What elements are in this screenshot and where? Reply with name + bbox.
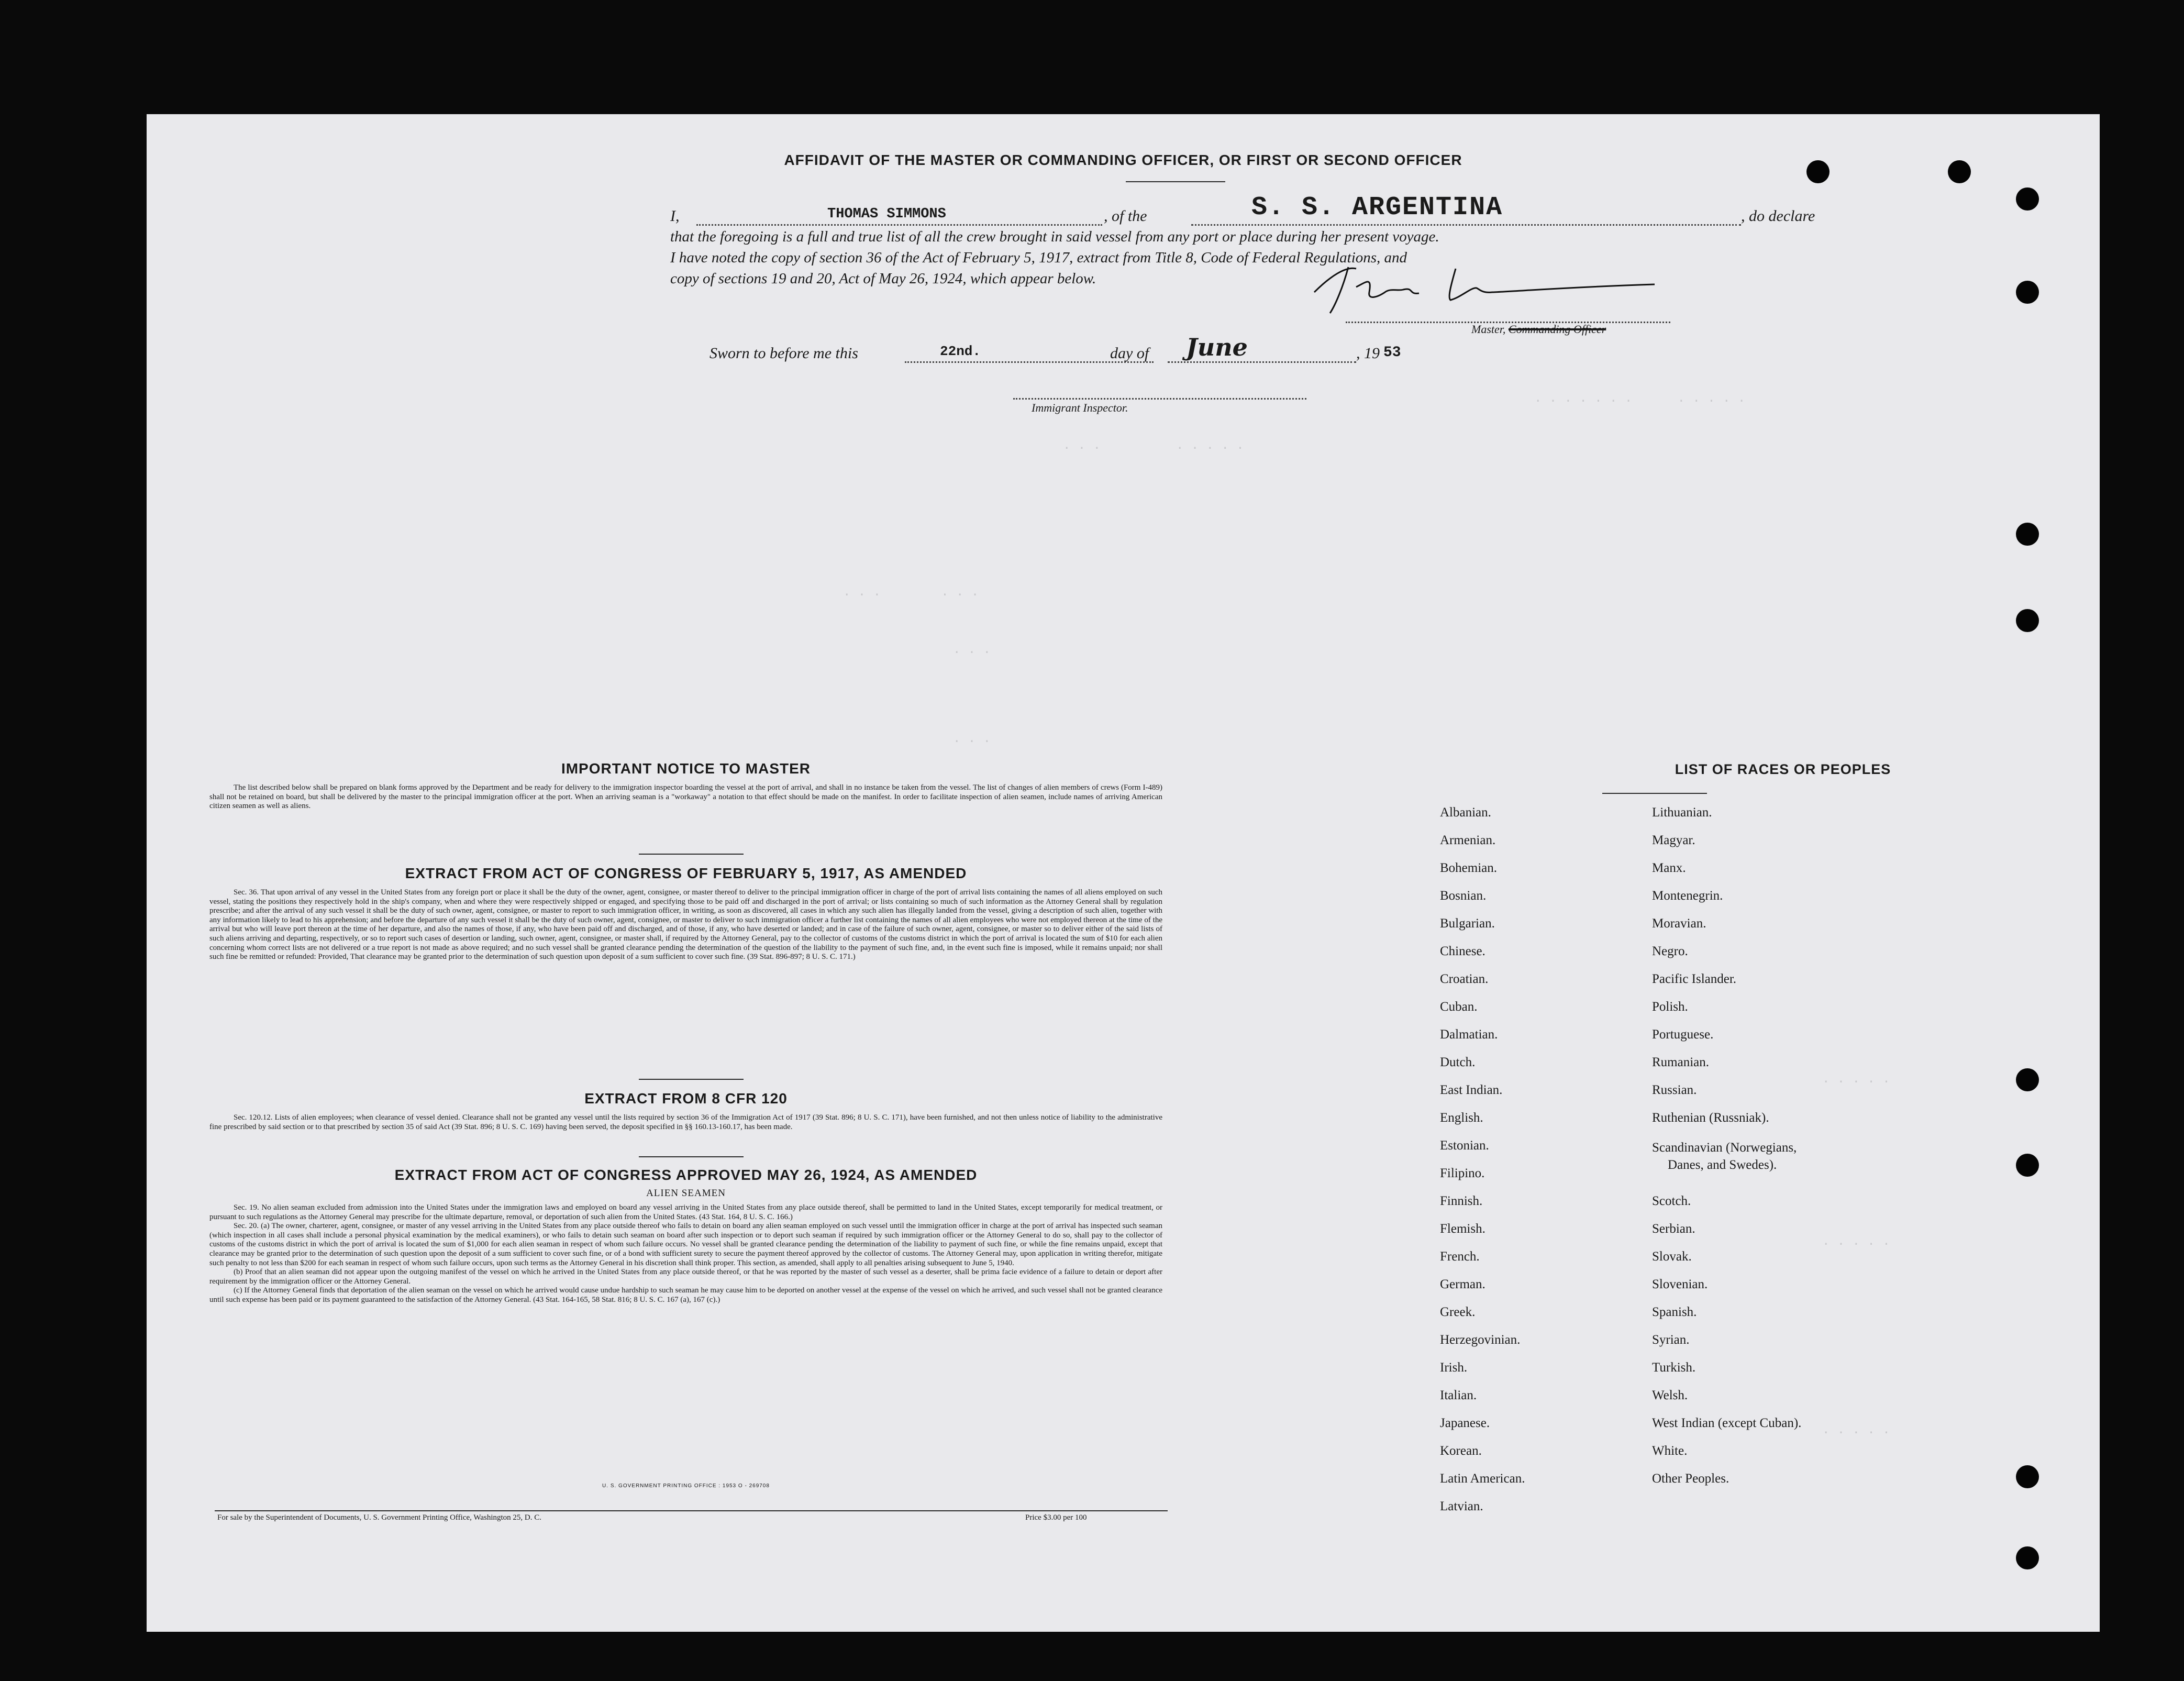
inspector-line: [1013, 398, 1306, 400]
extract-1924-text: [209, 1203, 1162, 1305]
day-of-label: day of: [1110, 345, 1149, 362]
race-item: Turkish.: [1652, 1361, 1696, 1375]
extract-1917-text: [209, 888, 1162, 962]
race-item: Croatian.: [1440, 972, 1489, 986]
alien-seamen-subheading: ALIEN SEAMEN: [646, 1188, 726, 1199]
race-item: Finnish.: [1440, 1194, 1483, 1208]
notice-heading: IMPORTANT NOTICE TO MASTER: [561, 760, 811, 777]
master-caption: [1471, 323, 1606, 336]
punch-hole: [2016, 187, 2039, 211]
master-name-line: [696, 224, 1102, 226]
divider: [1126, 181, 1225, 182]
vessel-name-line: [1191, 224, 1741, 226]
extract-cfr-heading: EXTRACT FROM 8 CFR 120: [584, 1090, 788, 1107]
affidavit-heading: AFFIDAVIT OF THE MASTER OR COMMANDING OFFICER, OR FIRST OR SECOND OFFICER: [784, 152, 1462, 168]
race-item: Danes, and Swedes).: [1668, 1158, 1777, 1172]
race-item: Lithuanian.: [1652, 805, 1712, 820]
race-item: Italian.: [1440, 1388, 1477, 1402]
do-declare-label: , do declare: [1741, 207, 1815, 225]
sworn-day-value: 22nd.: [940, 344, 981, 359]
race-item: Portuguese.: [1652, 1027, 1714, 1042]
race-item: Herzegovinian.: [1440, 1333, 1521, 1347]
affidavit-line-3: I have noted the copy of section 36 of the Act of February 5, 1917, extract from Title 8, Code of Federal Regulations, and: [670, 249, 1407, 266]
footer-rule: [215, 1510, 1168, 1511]
affidavit-line-4: copy of sections 19 and 20, Act of May 26, 1924, which appear below.: [670, 270, 1096, 287]
race-item: Japanese.: [1440, 1416, 1490, 1430]
race-item: Bohemian.: [1440, 861, 1498, 875]
punch-hole: [2016, 281, 2039, 304]
year-suffix: 53: [1383, 345, 1401, 361]
divider: [639, 1079, 744, 1080]
notice-paragraph: The list described below shall be prepared on blank forms approved by the Department and be ready for delivery to the immigration inspector boarding the vessel at the port of arrival, and shall in no instance be taken from the vessel. The list of changes of alien members of crews (Form I-489) shall not be retained on board, but shall be delivered by the master to the principal immigration officer at the port. When an arriving seaman is a "workaway" a notation to that effect should be made on the manifest. In order to facilitate inspection of alien seamen, include names of arriving American citizen seamen as well as aliens.: [209, 783, 1162, 811]
race-item: West Indian (except Cuban).: [1652, 1416, 1802, 1430]
race-item: German.: [1440, 1277, 1485, 1291]
punch-hole: [2016, 1068, 2039, 1091]
race-item: Flemish.: [1440, 1222, 1485, 1236]
divider: [1602, 793, 1707, 794]
affidavit-line-2: that the foregoing is a full and true list of all the crew brought in said vessel from any port or place during her present voyage.: [670, 228, 1439, 245]
master-signature: [1299, 256, 1665, 318]
race-item: Montenegrin.: [1652, 889, 1723, 903]
race-item: Albanian.: [1440, 805, 1491, 820]
race-item: Pacific Islander.: [1652, 972, 1737, 986]
race-item: Bulgarian.: [1440, 916, 1495, 931]
race-item: Latvian.: [1440, 1499, 1483, 1513]
race-item: Latin American.: [1440, 1472, 1525, 1486]
sworn-month-value: June: [1186, 333, 1248, 361]
race-item: Moravian.: [1652, 916, 1706, 931]
of-the-label: , of the: [1104, 207, 1147, 225]
punch-hole: [2016, 1465, 2039, 1488]
master-caption-label: Master,: [1471, 323, 1506, 336]
race-item: Armenian.: [1440, 833, 1496, 847]
document-page: . . . . . . . . . . . . . . . . . . . . . . . . . . . . . . . . . . . . . . . . . . . . . . . AFFIDAVIT OF THE MASTER OR COMMANDING OFFICER, OR FIRST OR SECOND OFFICER I, THOMAS SIMMONS , of the S. S. ARGENTINA , do declare that the foregoing is a full and true list of all the crew brought in said vessel from any port or place during her present voyage. I have noted the copy of section 36 of the Act of February 5, 1917, extract from Title 8, Code of Federal Regulations, and copy of sections 19 and 20, Act of May 26, 1924, which appear below. Master, Commanding Officer Sworn to before me this 22nd. day of June , 19 53 Immigrant Inspector. IMPORTANT NOTICE TO MASTER The list described below shall be prepared on blank forms approved by the Department and be ready for delivery to the immigration inspector boarding the vessel at the port of arrival, and shall in no instance be taken from the vessel. The list of changes of alien members of crews (Form I-489) shall not be retained on board, but shall be delivered by the master to the principal immigration officer at the port. When an arriving seaman is a "workaway" a notation to that effect should be made on the manifest. In order to facilitate inspection of alien seamen, include names of arriving American citizen seamen as well as aliens. EXTRACT FROM ACT OF CONGRESS OF FEBRUARY 5, 1917, AS AMENDED Sec. 36. That upon arrival of any vessel in the United States from any foreign port or place it shall be the duty of the owner, agent, consignee, or master thereof to deliver to the principal immigration officer in charge of the port of arrival lists containing the names of all aliens employed on such vessel, stating the positions they respectively hold in the ship's company, when and where they were respectively shipped or engaged, and specifying those to be paid off and discharged in the port of arrival; or lists containing so much of such information as the Attorney General shall by regulation prescribe; and after the arrival of any such vessel it shall be the duty of such owner, agent, consignee, or master to report to such immigration officer, in writing, as soon as discovered, all cases in which any such alien has illegally landed from the vessel, giving a description of such alien, together with any information likely to lead to his apprehension; and before the departure of any such vessel it shall be the duty of such owner, agent, consignee, or master to deliver to such immigration officer a further list containing the names of all alien employees who were not employed thereon at the time of the arrival but who will leave port thereon at the time of her departure, and also the names of those, if any, who have been paid off and discharged, and of those, if any, who have deserted or landed; and in case of the failure of such owner, agent, consignee, or master so to deliver either of the said lists of such aliens arriving and departing, respectively, or so to report such cases of desertion or landing, such owner, agent, consignee, or master shall, if required by the Attorney General, pay to the collector of customs of the customs district in which the port of arrival is located the sum of $10 for each alien concerning whom correct lists are not delivered or a true report is not made as above required; and no such vessel shall be granted clearance pending the determination of the question of the liability to the payment of such fine, and, in the event such fine is imposed, while it remains unpaid; nor shall such fine be remitted or refunded: Provided, That clearance may be granted prior to the determination of such question upon deposit of a sum sufficient to cover such fine. (39 Stat. 896-897; 8 U. S. C. 171.) EXTRACT FROM 8 CFR 120 Sec. 120.12. Lists of alien employees; when clearance of vessel denied. Clearance shall not be granted any vessel until the lists required by section 36 of the Immigration Act of 1917 (39 Stat. 896; 8 U. S. C. 171), have been furnished, and not then unless notice of liability to the administrative fine prescribed by said section or to that prescribed by section 35 of said Act (39 Stat. 896; 8 U. S. C. 169) having been served, the deposit specified in §§ 160.13-160.17, has been made. EXTRACT FROM ACT OF CONGRESS APPROVED MAY 26, 1924, AS AMENDED ALIEN SEAMEN Sec. 19. No alien seaman excluded from admission into the United States under the immigration laws and employed on board any vessel arriving in the United States from any place outside thereof, shall be permitted to land in the United States, except temporarily for medical treatment, or pursuant to such regulations as the Attorney General may prescribe for the ultimate departure, removal, or deportation of such alien from the United States. (43 Stat. 164, 8 U. S. C. 166.) Sec. 20. (a) The owner, charterer, agent, consignee, or master of any vessel arriving in the United States from any place outside thereof who fails to detain on board any alien seaman employed on such vessel until the immigration officer in charge at the port of arrival has inspected such seaman (which inspection in all cases shall include a personal physical examination by the medical examiners), or who fails to detain such seaman on board after such inspection or to deport such seaman if required by such immigration officer or the Attorney General to do so, shall pay to the collector of customs of the customs district in which the port of arrival is located the sum of $1,000 for each alien seaman in respect of whom such failure occurs. No vessel shall be granted clearance pending the determination of the liability to payment of such fine, or while the fine remains unpaid, except that clearance may be granted prior to the determination of such question upon the deposit of a sum sufficient to cover such fine, or of a bond with sufficient surety to secure the payment thereof approved by the collector of customs. The Attorney General may, upon application in writing therefor, mitigate such penalty to not less than $200 for each seaman in respect of whom such failure occurs, upon such terms as the Attorney General in his discretion shall think proper. This section, as amended, shall apply to all penalties arising subsequent to June 5, 1940. (b) Proof that an alien seaman did not appear upon the outgoing manifest of the vessel on which he arrived in the United States from any place outside thereof, or that he was reported by the master of such vessel as a deserter, shall be prima facie evidence of a failure to detain or deport after requirement by the immigration officer or the Attorney General. (c) If the Attorney General finds that deportation of the alien seaman on the vessel on which he arrived would cause undue hardship to such seaman he may cause him to be deported on another vessel at the expense of the vessel on which he arrived, and such vessel shall not be granted clearance until such expense has been paid or its payment guaranteed to the satisfaction of the Attorney General. (43 Stat. 164-165, 58 Stat. 816; 8 U. S. C. 167 (a), 167 (c).) U. S. GOVERNMENT PRINTING OFFICE : 1953 O - 269708 For sale by the Superintendent of Documents, U. S. Government Printing Office, Washington 25, D. C. Price $3.00 per 100 LIST OF RACES OR PEOPLES Albanian. Armenian. Bohemian. Bosnian. Bulgarian. Chinese. Croatian. Cuban. Dalmatian. Dutch. East Indian. English. Estonian. Filipino. Finnish. Flemish. French. German. Greek. Herzegovinian. Irish. Italian. Japanese. Korean. Latin American. Latvian. Lithuanian. Magyar. Manx. Montenegrin. Moravian. Negro. Pacific Islander. Polish. Portuguese. Rumanian. Russian. Ruthenian (Russniak). Scandinavian (Norwegians, Danes, and Swedes). Scotch. Serbian. Slovak. Slovenian. Spanish. Syrian. Turkish. Welsh. West Indian (except Cuban). White. Other Peoples.: [147, 114, 2100, 1632]
sworn-label: Sworn to before me this: [709, 345, 858, 362]
race-item: French.: [1440, 1249, 1480, 1264]
race-item: Korean.: [1440, 1444, 1482, 1458]
race-item: Ruthenian (Russniak).: [1652, 1111, 1769, 1125]
race-item: Estonian.: [1440, 1138, 1489, 1153]
gpo-line: U. S. GOVERNMENT PRINTING OFFICE : 1953 O - 269708: [602, 1483, 770, 1489]
race-item: Scandinavian (Norwegians,: [1652, 1141, 1797, 1155]
divider: [639, 1156, 744, 1157]
race-item: Bosnian.: [1440, 889, 1487, 903]
race-item: Magyar.: [1652, 833, 1695, 847]
race-item: Syrian.: [1652, 1333, 1690, 1347]
race-item: Serbian.: [1652, 1222, 1695, 1236]
year-prefix: , 19: [1356, 345, 1380, 362]
race-item: Rumanian.: [1652, 1055, 1710, 1069]
extract-cfr-text: [209, 1113, 1162, 1132]
race-item: Slovenian.: [1652, 1277, 1708, 1291]
race-item: Chinese.: [1440, 944, 1485, 958]
race-item: Filipino.: [1440, 1166, 1485, 1180]
master-name-value: THOMAS SIMMONS: [827, 206, 946, 222]
master-caption-struck: Commanding Officer: [1508, 323, 1606, 336]
race-item: Irish.: [1440, 1361, 1468, 1375]
sec-20a-paragraph: Sec. 20. (a) The owner, charterer, agent, consignee, or master of any vessel arriving in the United States from any place outside thereof who fails to detain on board any alien seaman employed on such vessel until the immigration officer in charge at the port of arrival has inspected such seaman (which inspection in all cases shall include a personal physical examination by the medical examiners), or who fails to detain such seaman on board after such inspection or to deport such seaman if required by such immigration officer or the Attorney General to do so, shall pay to the collector of customs of the customs district in which the port of arrival is located the sum of $1,000 for each alien seaman in respect of whom such failure occurs. No vessel shall be granted clearance pending the determination of the liability to payment of such fine, or while the fine remains unpaid, except that clearance may be granted prior to the determination of such question upon the deposit of a sum sufficient to cover such fine, or of a bond with sufficient surety to secure the payment thereof approved by the collector of customs. The Attorney General may, upon application in writing therefor, mitigate such penalty to not less than $200 for each seaman in respect of whom such failure occurs, upon such terms as the Attorney General in his discretion shall think proper. This section, as amended, shall apply to all penalties arising subsequent to June 5, 1940.: [209, 1222, 1162, 1267]
sec-36-paragraph: Sec. 36. That upon arrival of any vessel in the United States from any foreign port or place it shall be the duty of the owner, agent, consignee, or master thereof to deliver to the principal immigration officer in charge of the port of arrival lists containing the names of all aliens employed on such vessel, stating the positions they respectively hold in the ship's company, when and where they were respectively shipped or engaged, and specifying those to be paid off and discharged in the port of arrival; or lists containing so much of such information as the Attorney General shall by regulation prescribe; and after the arrival of any such vessel it shall be the duty of such owner, agent, consignee, or master to report to such immigration officer, in writing, as soon as discovered, all cases in which any such alien has illegally landed from the vessel, giving a description of such alien, together with any information likely to lead to his apprehension; and before the departure of any such vessel it shall be the duty of such owner, agent, consignee, or master to deliver to such immigration officer a further list containing the names of all alien employees who were not employed thereon at the time of the arrival but who will leave port thereon at the time of her departure, and also the names of those, if any, who have been paid off and discharged, and of those, if any, who have deserted or landed; and in case of the failure of such owner, agent, consignee, or master so to deliver either of the said lists of such aliens arriving and departing, respectively, or so to report such cases of desertion or landing, such owner, agent, consignee, or master shall, if required by the Attorney General, pay to the collector of customs of the customs district in which the port of arrival is located the sum of $10 for each alien concerning whom correct lists are not delivered or a true report is not made as above required; and no such vessel shall be granted clearance pending the determination of the question of the liability to the payment of such fine, and, in the event such fine is imposed, while it remains unpaid; nor shall such fine be remitted or refunded: Provided, That clearance may be granted prior to the determination of such question upon deposit of a sum sufficient to cover such fine. (39 Stat. 896-897; 8 U. S. C. 171.): [209, 888, 1162, 961]
divider: [639, 854, 744, 855]
vessel-name-value: S. S. ARGENTINA: [1251, 193, 1503, 223]
race-item: Greek.: [1440, 1305, 1476, 1319]
race-item: White.: [1652, 1444, 1688, 1458]
race-item: Spanish.: [1652, 1305, 1697, 1319]
punch-hole: [2016, 1154, 2039, 1177]
race-item: Negro.: [1652, 944, 1688, 958]
race-item: Manx.: [1652, 861, 1686, 875]
race-item: Scotch.: [1652, 1194, 1691, 1208]
extract-1917-heading: EXTRACT FROM ACT OF CONGRESS OF FEBRUARY 5, 1917, AS AMENDED: [405, 865, 967, 881]
race-item: East Indian.: [1440, 1083, 1503, 1097]
sec-20c-paragraph: (c) If the Attorney General finds that deportation of the alien seaman on the vessel on which he arrived would cause undue hardship to such seaman he may cause him to be deported on another vessel at the expense of the vessel on which he arrived, and such vessel shall not be granted clearance until such expense has been paid or its payment guaranteed to the satisfaction of the Attorney General. (43 Stat. 164-165, 58 Stat. 816; 8 U. S. C. 167 (a), 167 (c).): [209, 1286, 1162, 1304]
notice-text: [209, 783, 1162, 811]
extract-1924-heading: EXTRACT FROM ACT OF CONGRESS APPROVED MAY 26, 1924, AS AMENDED: [394, 1167, 978, 1183]
price-text: Price $3.00 per 100: [1025, 1513, 1087, 1522]
punch-hole: [2016, 1546, 2039, 1569]
punch-hole: [2016, 523, 2039, 546]
punch-hole: [2016, 609, 2039, 632]
race-item: Russian.: [1652, 1083, 1697, 1097]
race-item: Dutch.: [1440, 1055, 1476, 1069]
race-item: Dalmatian.: [1440, 1027, 1498, 1042]
inspector-caption: Immigrant Inspector.: [1032, 401, 1128, 414]
sec-20b-paragraph: (b) Proof that an alien seaman did not appear upon the outgoing manifest of the vessel on which he arrived in the United States from any place outside thereof, or that he was reported by the master of such vessel as a deserter, shall be prima facie evidence of a failure to detain or deport after requirement by the immigration officer or the Attorney General.: [209, 1268, 1162, 1286]
sec-19-paragraph: Sec. 19. No alien seaman excluded from admission into the United States under the immigration laws and employed on board any vessel arriving in the United States from any place outside thereof, shall be permitted to land in the United States, except temporarily for medical treatment, or pursuant to such regulations as the Attorney General may prescribe for the ultimate departure, removal, or deportation of such alien from the United States. (43 Stat. 164, 8 U. S. C. 166.): [209, 1203, 1162, 1221]
race-item: Welsh.: [1652, 1388, 1688, 1402]
race-item: Cuban.: [1440, 1000, 1478, 1014]
race-item: Slovak.: [1652, 1249, 1692, 1264]
race-item: Polish.: [1652, 1000, 1688, 1014]
sale-text: For sale by the Superintendent of Documents, U. S. Government Printing Office, Washington 25, D. C.: [217, 1513, 541, 1522]
race-item: Other Peoples.: [1652, 1472, 1730, 1486]
race-item: English.: [1440, 1111, 1483, 1125]
races-heading: LIST OF RACES OR PEOPLES: [1675, 761, 1891, 777]
sec-120-12-paragraph: Sec. 120.12. Lists of alien employees; when clearance of vessel denied. Clearance shall not be granted any vessel until the lists required by section 36 of the Immigration Act of 1917 (39 Stat. 896; 8 U. S. C. 171), have been furnished, and not then unless notice of liability to the administrative fine prescribed by said section or to that prescribed by section 35 of said Act (39 Stat. 896; 8 U. S. C. 169) having been served, the deposit specified in §§ 160.13-160.17, has been made.: [209, 1113, 1162, 1131]
sworn-month-line: [1168, 361, 1356, 363]
i-label: I,: [670, 207, 680, 225]
